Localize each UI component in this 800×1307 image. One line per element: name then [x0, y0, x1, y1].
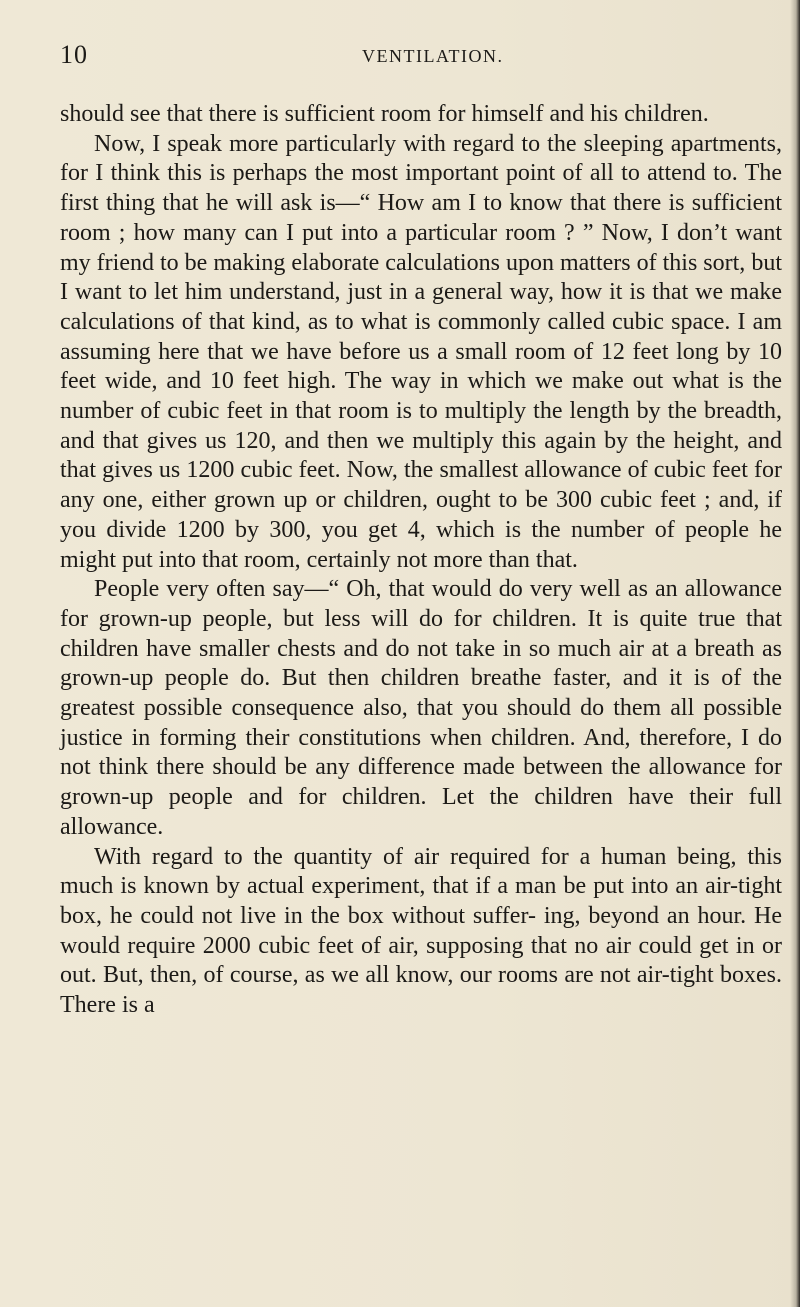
body-text	[60, 100, 782, 1021]
page-number: 10	[60, 40, 88, 69]
paragraph-air-quantity: With regard to the quantity of air required for a human being, this much is known by actual experiment, that if a man be put into an air-tight box, he could not live in the box without suffer- ing, beyond an hour. He would require 2000 cubic feet of air, supposing that no air could get in or out. But, then, of course, as we all know, our rooms are not air-tight boxes. There is a	[60, 843, 782, 1019]
page-header	[60, 40, 760, 80]
paragraph-cubic-space: Now, I speak more particularly with regard to the sleeping apartments, for I think this is perhaps the most important point of all to attend to. The first thing that he will ask is—“ How am I to know that there is sufficient room ; how many can I put into a particular room ? ” Now, I don’t want my friend to be making elaborate calculations upon matters of this sort, but I want to let him understand, just in a general way, how it is that we make calculations of that kind, as to what is commonly called cubic space. I am assuming here that we have before us a small room of 12 feet long by 10 feet wide, and 10 feet high. The way in which we make out what is the number of cubic feet in that room is to multiply the length by the breadth, and that gives us 120, and then we multiply this again by the height, and that gives us 1200 cubic feet. Now, the smallest allowance of cubic feet for any one, either grown up or children, ought to be 300 cubic feet ; and, if you divide 1200 by 300, you get 4, which is the number of people he might put into that room, certainly not more than that.	[60, 130, 782, 573]
paragraph-continuation: should see that there is sufficient room for himself and his children.	[60, 101, 709, 127]
paragraph-children-allowance: People very often say—“ Oh, that would do very well as an allowance for grown-up people, but less will do for children. It is quite true that children have smaller chests and do not take in so much air at a breath as grown-up people do. But then children breathe faster, and it is of the greatest possible consequence also, that you should do them all possible justice in forming their constitutions when children. And, therefore, I do not think there should be any difference made between the allowance for grown-up people and for children. Let the children have their full allowance.	[60, 576, 782, 840]
page-edge-shadow	[790, 0, 800, 1307]
running-head: VENTILATION.	[362, 46, 504, 66]
